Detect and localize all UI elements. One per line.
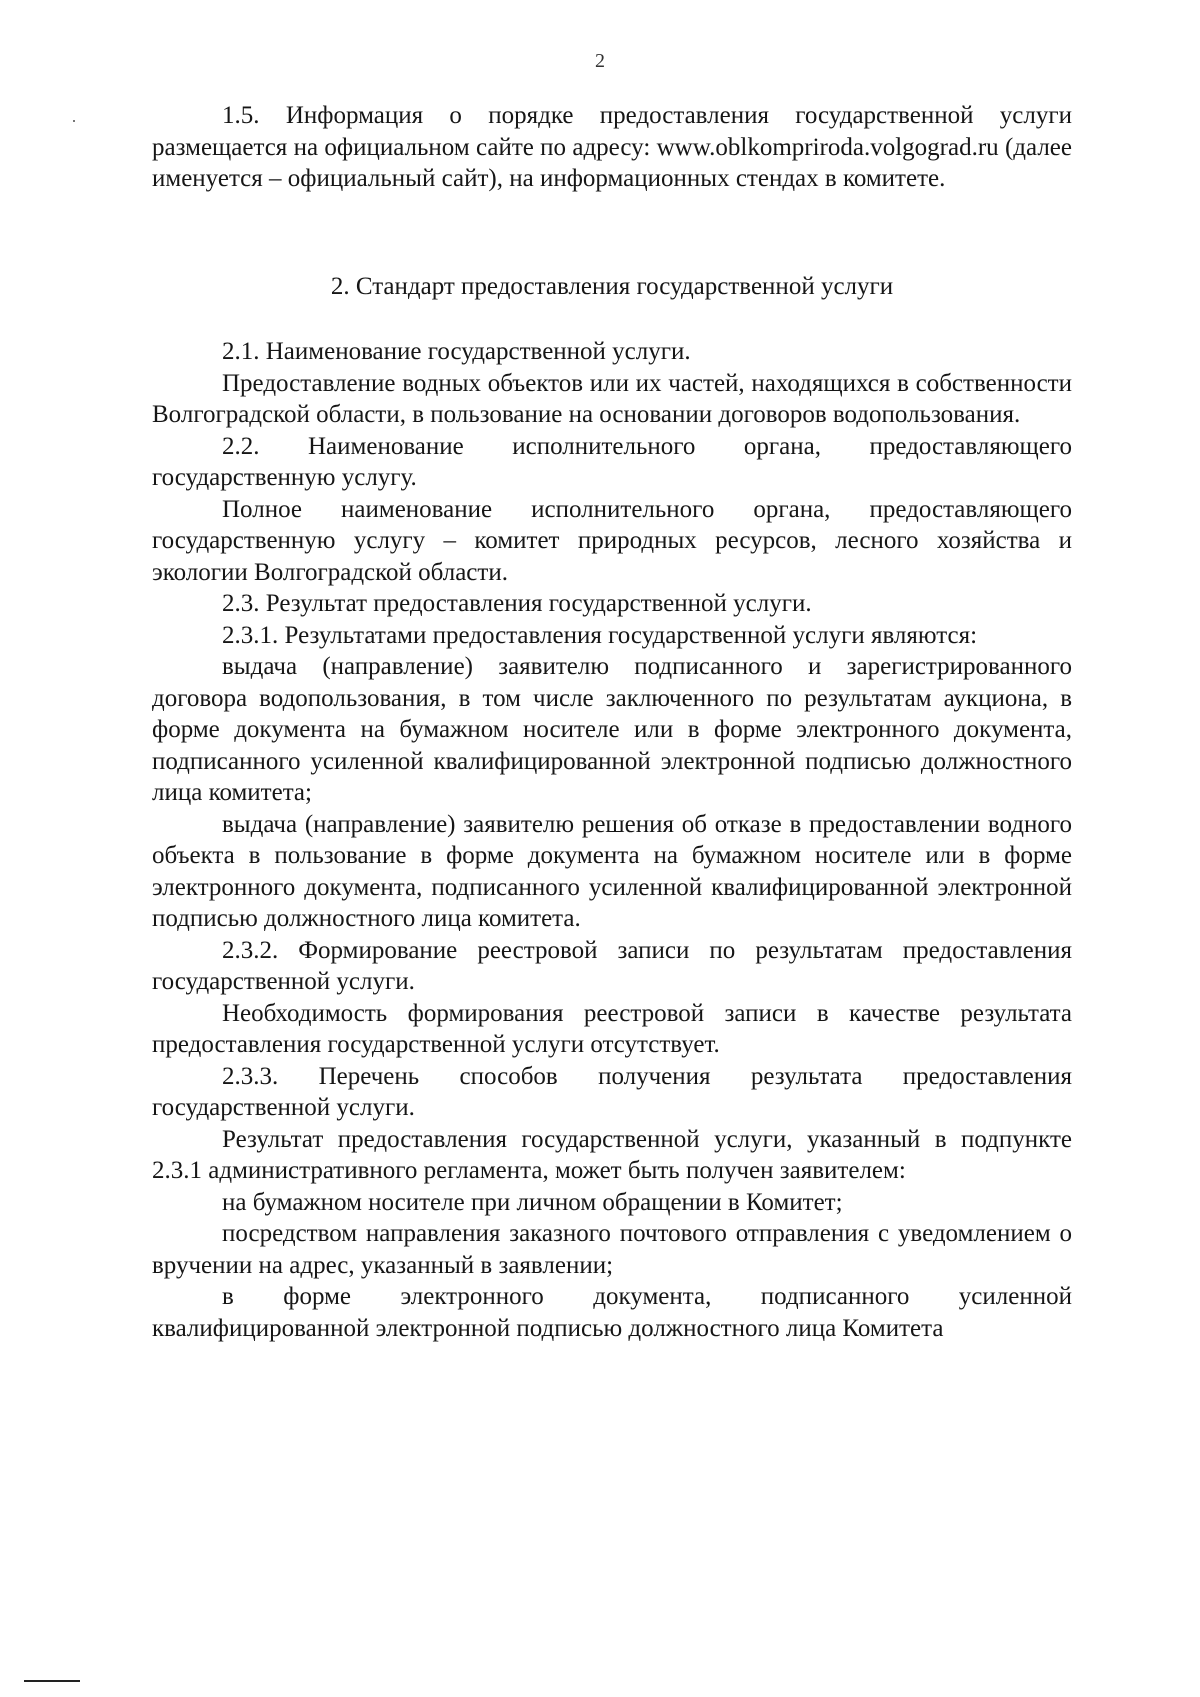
document-body bbox=[152, 100, 1072, 1344]
page-number: 2 bbox=[595, 50, 605, 72]
paragraph-2-2: 2.2. Наименование исполнительного органа, предоставляющего государственную услугу. bbox=[152, 432, 1072, 491]
paragraph-2-3-1: 2.3.1. Результатами предоставления государственной услуги являются: bbox=[222, 621, 978, 649]
paragraph-2-2-text: Полное наименование исполнительного органа, предоставляющего государственную услугу – комитет природных ресурсов, лесного хозяйства и экологии Волгоградской области. bbox=[152, 495, 1072, 586]
paragraph-2-1: 2.1. Наименование государственной услуги. bbox=[222, 338, 691, 365]
paragraph-1-5: 1.5. Информация о порядке предоставления государственной услуги размещается на официальном сайте по адресу: www.oblkompriroda.volgograd.ru (далее именуется – официальный сайт), на информационных стендах в комитете. bbox=[152, 102, 1072, 192]
paragraph-2-3-3-item-2: посредством направления заказного почтового отправления с уведомлением о вручении на адрес, указанный в заявлении; bbox=[152, 1220, 1072, 1279]
paragraph-2-3-3-item-3: в форме электронного документа, подписанного усиленной квалифицированной электронной подписью должностного лица Комитета bbox=[152, 1283, 1072, 1342]
paragraph-2-3-1-item-1: выдача (направление) заявителю подписанного и зарегистрированного договора водопользования, в том числе заключенного по результатам аукциона, в форме документа на бумажном носителе или в форме электронного документа, подписанного усиленной квалифицированной электронной подписью должностного лица комитета; bbox=[152, 653, 1072, 806]
scan-artifact-line bbox=[24, 1680, 80, 1682]
paragraph-2-1-text: Предоставление водных объектов или их частей, находящихся в собственности Волгоградской области, в пользование на основании договоров водопользования. bbox=[152, 369, 1072, 428]
paragraph-2-3-3-text: Результат предоставления государственной услуги, указанный в подпункте 2.3.1 административного регламента, может быть получен заявителем: bbox=[152, 1125, 1072, 1184]
paragraph-2-3-2: 2.3.2. Формирование реестровой записи по результатам предоставления государственной услуги. bbox=[152, 936, 1072, 995]
paragraph-2-3-3-item-1: на бумажном носителе при личном обращении в Комитет; bbox=[222, 1188, 843, 1216]
paragraph-2-3: 2.3. Результат предоставления государственной услуги. bbox=[222, 590, 812, 617]
scan-artifact-dot bbox=[73, 120, 75, 122]
paragraph-2-3-2-text: Необходимость формирования реестровой записи в качестве результата предоставления государственной услуги отсутствует. bbox=[152, 999, 1072, 1058]
paragraph-2-3-1-item-2: выдача (направление) заявителю решения об отказе в предоставлении водного объекта в пользование в форме документа на бумажном носителе или в форме электронного документа, подписанного усиленной квалифицированной электронной подписью должностного лица комитета. bbox=[152, 810, 1072, 932]
section-heading-2: 2. Стандарт предоставления государственной услуги bbox=[330, 272, 894, 300]
paragraph-2-3-3: 2.3.3. Перечень способов получения результата предоставления государственной услуги. bbox=[152, 1062, 1072, 1121]
